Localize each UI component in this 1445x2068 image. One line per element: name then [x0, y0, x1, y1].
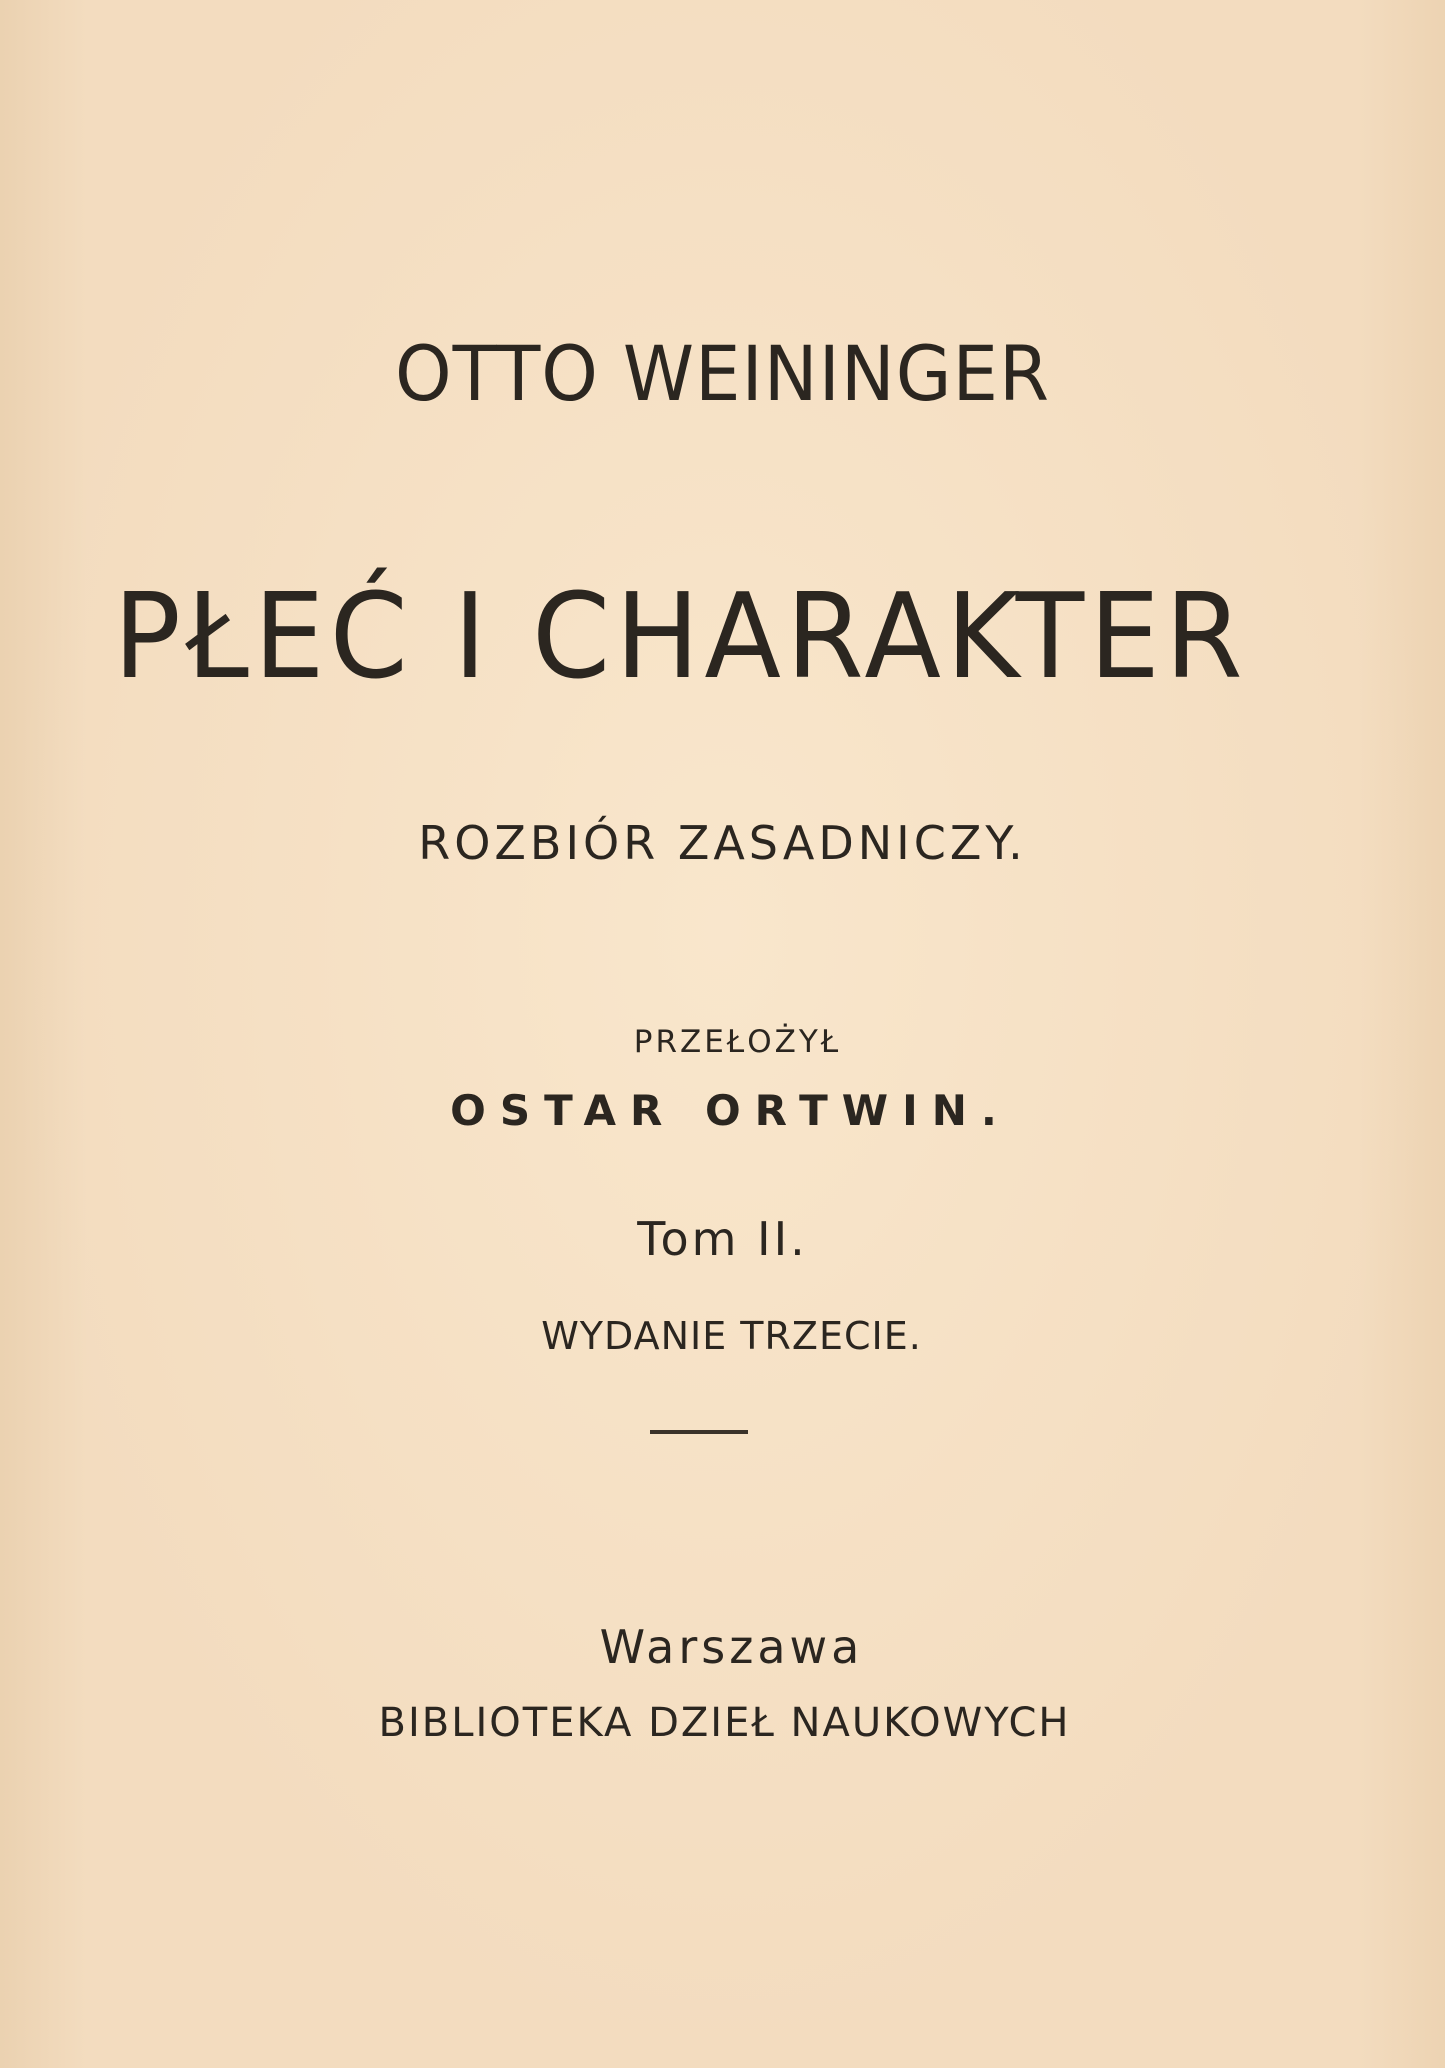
author-name: OTTO WEININGER	[394, 329, 1051, 419]
divider-rule	[650, 1430, 748, 1434]
translator-name: OSTAR ORTWIN.	[450, 1086, 1011, 1135]
edition-note: WYDANIE TRZECIE.	[541, 1314, 922, 1358]
book-subtitle: ROZBIÓR ZASADNICZY.	[418, 816, 1027, 870]
volume-number: Tom II.	[637, 1212, 808, 1266]
publication-city: Warszawa	[599, 1620, 864, 1674]
publisher-name: BIBLIOTEKA DZIEŁ NAUKOWYCH	[378, 1700, 1071, 1746]
book-title: PŁEĆ I CHARAKTER	[113, 568, 1248, 706]
translated-by-label: PRZEŁOŻYŁ	[633, 1024, 842, 1060]
